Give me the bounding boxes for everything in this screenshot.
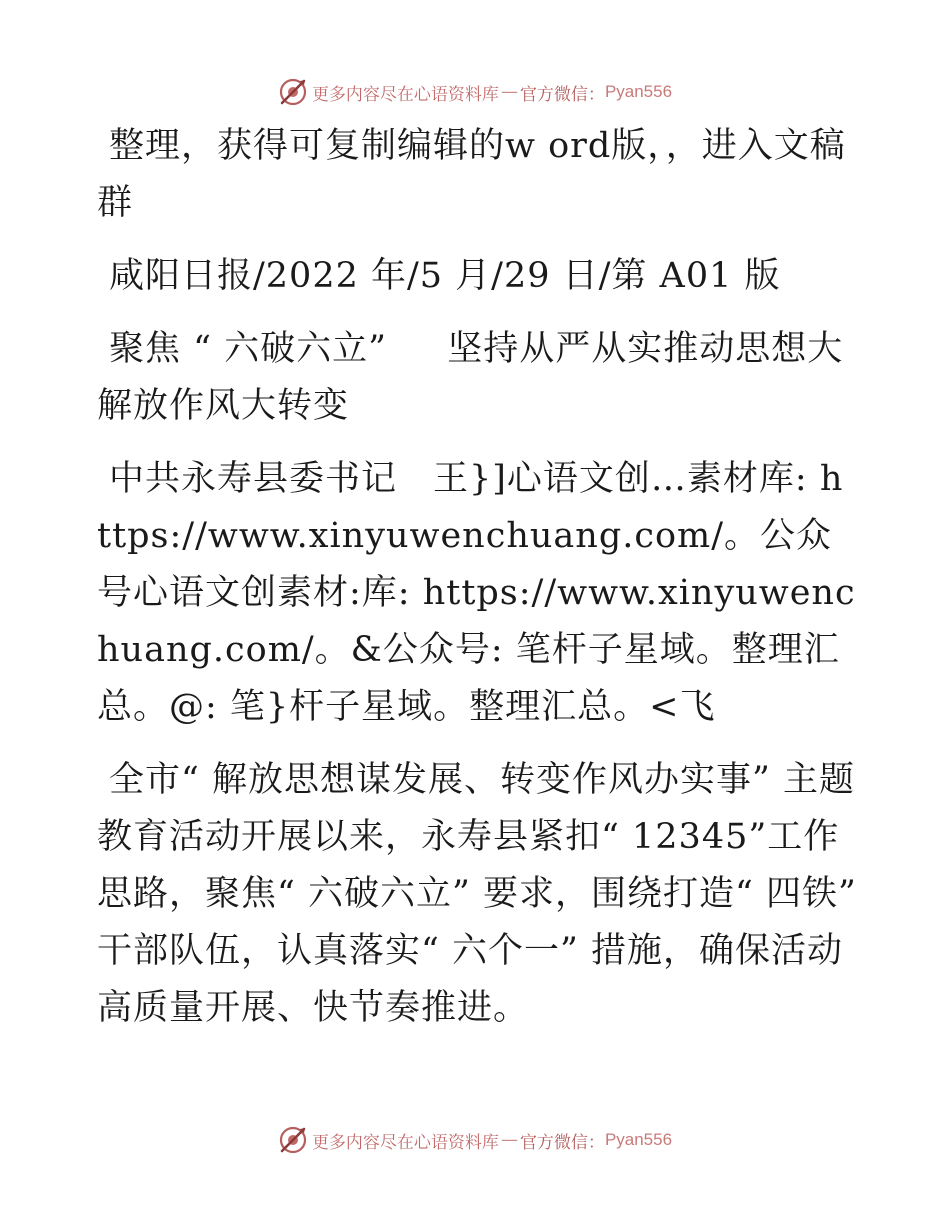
watermark-dash: — [500, 82, 518, 102]
paragraph-headline: 聚焦 “ 六破六立” 坚持从严从实推动思想大解放作风大转变 [97, 329, 844, 426]
paragraph-author-line: 中共永寿县委书记 王}]心语文创…素材库: https://www.xinyuwenchuang.com/。公众号心语文创素材:库: https://www.xinyuwenchuang.com/。&公众号: 笔杆子星域。整理汇总。@: 笔}杆子星域。整理汇总。<飞 [97, 459, 856, 727]
header-watermark [0, 72, 950, 112]
watermark-official-label: 官方微信： [519, 84, 605, 105]
watermark-wechat-id: Pyan556 [604, 82, 673, 101]
watermark-site-text: 更多内容尽在心语资料库 [311, 84, 499, 105]
brush-logo-icon [278, 1125, 308, 1155]
document-body [97, 118, 857, 1053]
brush-logo-icon [278, 77, 308, 107]
paragraph-intro: 整理，获得可复制编辑的w ord版，，进入文稿群 [97, 126, 846, 223]
footer-watermark [0, 1120, 950, 1160]
watermark-wechat-id: Pyan556 [604, 1130, 673, 1149]
watermark-dash: — [500, 1130, 518, 1150]
paragraph-body: 全市“ 解放思想谋发展、转变作风办实事” 主题教育活动开展以来，永寿县紧扣“ 12345”工作思路，聚焦“ 六破六立” 要求，围绕打造“ 四铁” 干部队伍，认真落实“ 六个一” 措施，确保活动高质量开展、快节奏推进。 [97, 760, 857, 1028]
watermark-official-label: 官方微信： [519, 1132, 605, 1153]
watermark-site-text: 更多内容尽在心语资料库 [311, 1132, 499, 1153]
paragraph-source-line: 咸阳日报/2022 年/5 月/29 日/第 A01 版 [109, 256, 781, 296]
